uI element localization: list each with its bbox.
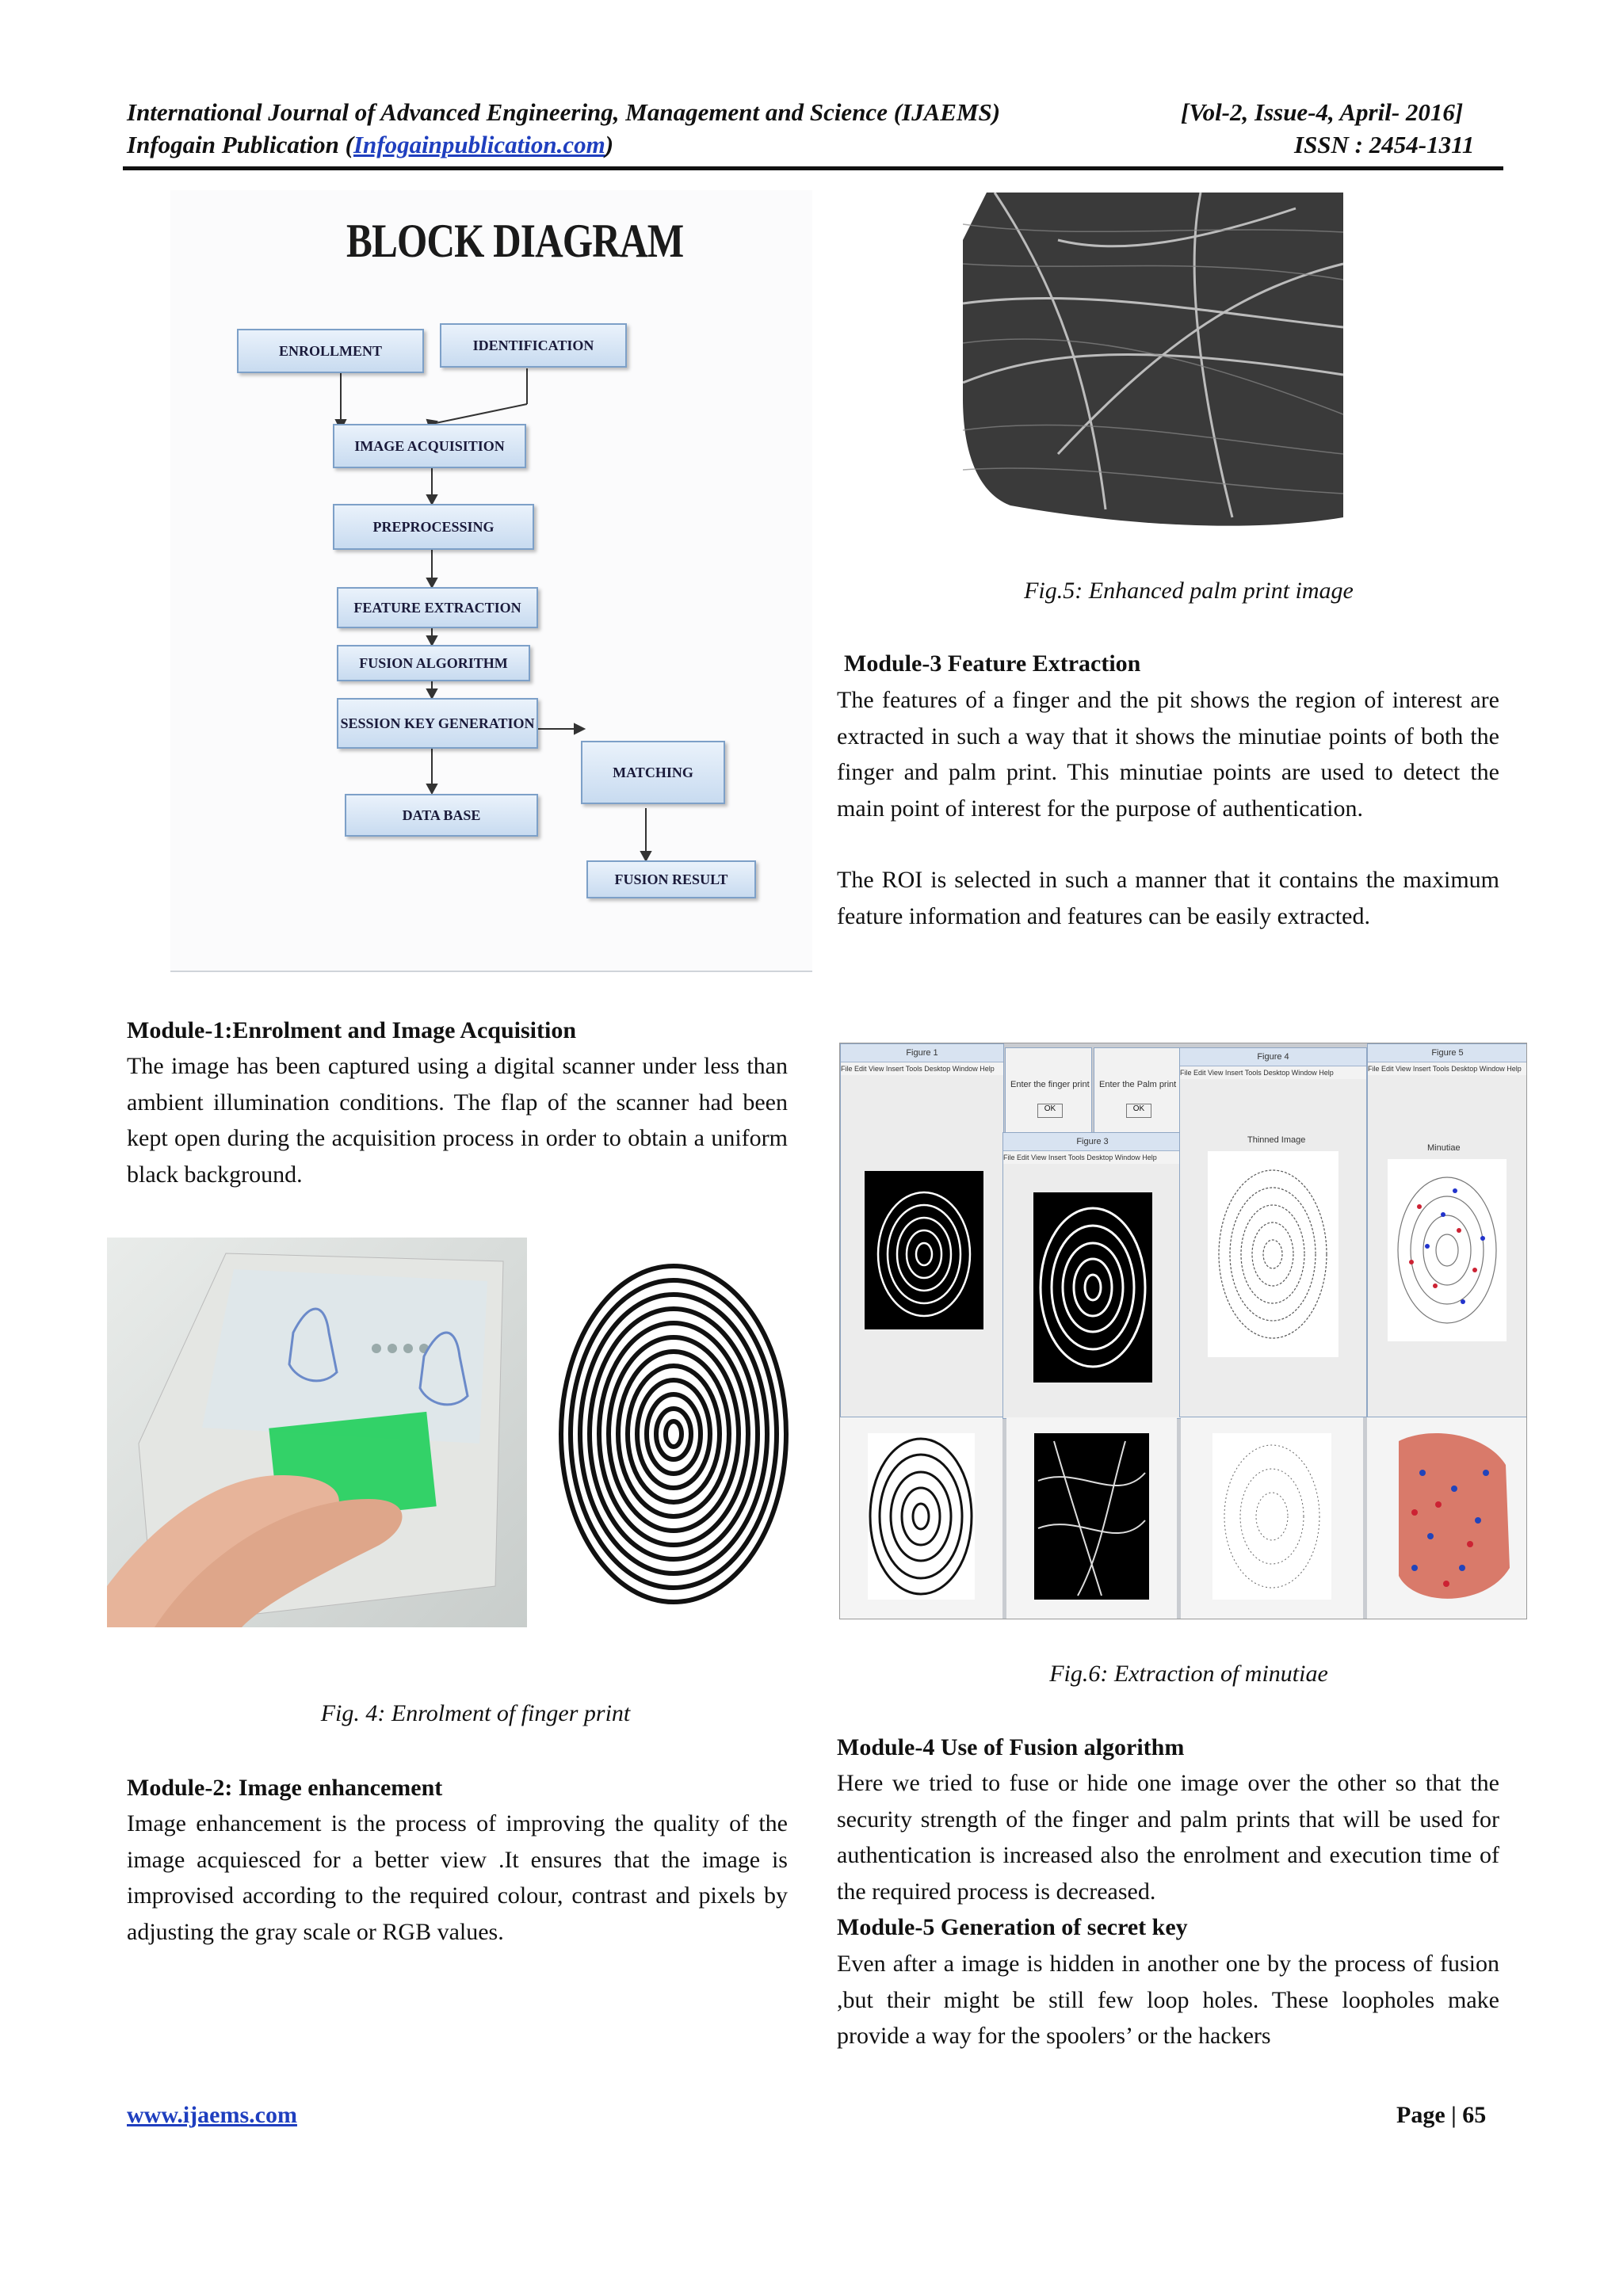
bottom-panel-4 bbox=[1367, 1417, 1526, 1619]
identification-box: IDENTIFICATION bbox=[440, 323, 627, 368]
dialog-palm bbox=[1094, 1047, 1181, 1136]
publisher-line bbox=[127, 129, 613, 161]
bottom-fingerprint-2 bbox=[1006, 1417, 1177, 1619]
module2-heading: Module-2: Image enhancement bbox=[127, 1775, 443, 1801]
fig5-caption: Fig.5: Enhanced palm print image bbox=[1024, 578, 1354, 604]
dialog-palm-label: Enter the Palm print bbox=[1099, 1080, 1177, 1089]
figure3-window bbox=[1002, 1132, 1182, 1419]
feature-extraction-box: FEATURE EXTRACTION bbox=[337, 587, 538, 628]
dialog-palm-ok-button[interactable]: OK bbox=[1126, 1104, 1151, 1118]
bottom-panel-2 bbox=[1006, 1417, 1177, 1619]
module5-text: Even after a image is hidden in another one by the process of fusion ,but their might be still few loop holes. These loopholes make provide a way for the spoolers’ or the hackers bbox=[837, 1951, 1499, 2049]
module3-text2: The ROI is selected in such a manner that it contains the maximum feature information and features can be easily extracted. bbox=[837, 867, 1499, 929]
matching-box-visible-main: MATCHING bbox=[581, 741, 725, 804]
fusion-result-box: FUSION RESULT bbox=[586, 860, 756, 898]
palm-print-image bbox=[963, 193, 1349, 529]
figure1-title: Figure 1 bbox=[841, 1044, 1003, 1062]
figure1-window bbox=[840, 1043, 1004, 1417]
dialog-finger-ok-button[interactable]: OK bbox=[1037, 1104, 1063, 1118]
publisher-prefix: Infogain Publication ( bbox=[127, 131, 353, 158]
bottom-fingerprint-1 bbox=[840, 1417, 1002, 1619]
figure4-window bbox=[1179, 1047, 1367, 1417]
thinned-image-label: Thinned Image bbox=[1247, 1135, 1306, 1145]
publisher-link[interactable]: Infogainpublication.com bbox=[353, 131, 605, 158]
module4-heading: Module-4 Use of Fusion algorithm bbox=[837, 1734, 1185, 1760]
module3-heading: Module-3 Feature Extraction bbox=[844, 650, 1141, 677]
figure4-plot bbox=[1208, 1151, 1338, 1357]
block-diagram-title: BLOCK DIAGRAM bbox=[346, 215, 684, 267]
module2-text: Image enhancement is the process of improving the quality of the image acquiesced for a better view .It ensures that the image is improvised according to the required colour, contrast and pixels by adjusting the gray scale or RGB values. bbox=[127, 1810, 788, 1945]
figure1-fingerprint bbox=[865, 1171, 983, 1329]
minutiae-fingerprint bbox=[1388, 1159, 1507, 1341]
journal-title: International Journal of Advanced Engineering, Management and Science (IJAEMS) bbox=[127, 98, 1001, 126]
session-key-box: SESSION KEY GENERATION bbox=[337, 698, 538, 749]
figure5-window bbox=[1367, 1043, 1527, 1417]
fig6-caption: Fig.6: Extraction of minutiae bbox=[1049, 1661, 1328, 1687]
enrollment-box: ENROLLMENT bbox=[237, 329, 424, 373]
module1-heading: Module-1:Enrolment and Image Acquisition bbox=[127, 1017, 576, 1043]
figure1-menu: File Edit View Insert Tools Desktop Window Help bbox=[841, 1062, 1003, 1075]
minutiae-screenshot bbox=[839, 1043, 1527, 1619]
footer-website-link[interactable]: www.ijaems.com bbox=[127, 2102, 297, 2128]
module1-text: The image has been captured using a digital scanner under less than ambient illumination conditions. The flap of the scanner had been kept open during the acquisition process in order to obtain a uniform black background. bbox=[127, 1053, 788, 1188]
palm-print-illustration bbox=[963, 193, 1349, 529]
block-diagram-arrows bbox=[170, 190, 812, 971]
figure3-fingerprint bbox=[1033, 1192, 1152, 1383]
figure5-menu: File Edit View Insert Tools Desktop Window Help bbox=[1368, 1062, 1527, 1075]
preprocessing-box: PREPROCESSING bbox=[333, 504, 534, 550]
fingerprint-image bbox=[547, 1248, 800, 1620]
thinned-fingerprint bbox=[1208, 1151, 1338, 1357]
module5-heading: Module-5 Generation of secret key bbox=[837, 1914, 1188, 1940]
figure5-title: Figure 5 bbox=[1368, 1044, 1527, 1062]
fingerprint-illustration bbox=[547, 1248, 800, 1620]
block-diagram bbox=[170, 190, 812, 971]
figure3-menu: File Edit View Insert Tools Desktop Window Help bbox=[1003, 1151, 1182, 1164]
volume-info: [Vol-2, Issue-4, April- 2016] bbox=[1181, 98, 1464, 126]
scanner-illustration bbox=[107, 1238, 527, 1627]
issn: ISSN : 2454-1311 bbox=[1294, 131, 1475, 158]
scanner-photo bbox=[107, 1238, 527, 1627]
module3-text1: The features of a finger and the pit shows the region of interest are extracted in such a way that it shows the minutiae points of both the finger and palm print. This minutiae points are used to detect the main point of interest for the purpose of authentication. bbox=[837, 687, 1499, 822]
figure5-plot bbox=[1388, 1159, 1507, 1341]
fig4-caption: Fig. 4: Enrolment of finger print bbox=[320, 1700, 631, 1726]
figure1-plot bbox=[865, 1171, 983, 1329]
publisher-suffix: ) bbox=[605, 131, 614, 158]
header-rule bbox=[123, 166, 1503, 170]
figure3-title: Figure 3 bbox=[1003, 1133, 1182, 1151]
module4-text: Here we tried to fuse or hide one image over the other so that the security strength of the finger and palm prints that will be used for authentication is increased also the enrolment and execution time of the required process is decreased. bbox=[837, 1770, 1499, 1905]
data-base-box: DATA BASE bbox=[345, 794, 538, 837]
bottom-panel-3 bbox=[1181, 1417, 1363, 1619]
figure4-title: Figure 4 bbox=[1180, 1048, 1366, 1066]
bottom-fingerprint-4 bbox=[1367, 1417, 1526, 1619]
bottom-fingerprint-3 bbox=[1181, 1417, 1363, 1619]
figure3-plot bbox=[1033, 1192, 1152, 1383]
dialog-finger-label: Enter the finger print bbox=[1010, 1080, 1090, 1089]
fusion-algorithm-box: FUSION ALGORITHM bbox=[337, 645, 530, 681]
bottom-panel-1 bbox=[840, 1417, 1002, 1619]
block-diagram-underline bbox=[170, 971, 812, 972]
figure4-menu: File Edit View Insert Tools Desktop Window Help bbox=[1180, 1066, 1366, 1079]
image-acquisition-box: IMAGE ACQUISITION bbox=[333, 424, 526, 468]
page-number: Page | 65 bbox=[1396, 2102, 1487, 2128]
dialog-finger bbox=[1005, 1047, 1092, 1136]
minutiae-label: Minutiae bbox=[1427, 1143, 1461, 1153]
